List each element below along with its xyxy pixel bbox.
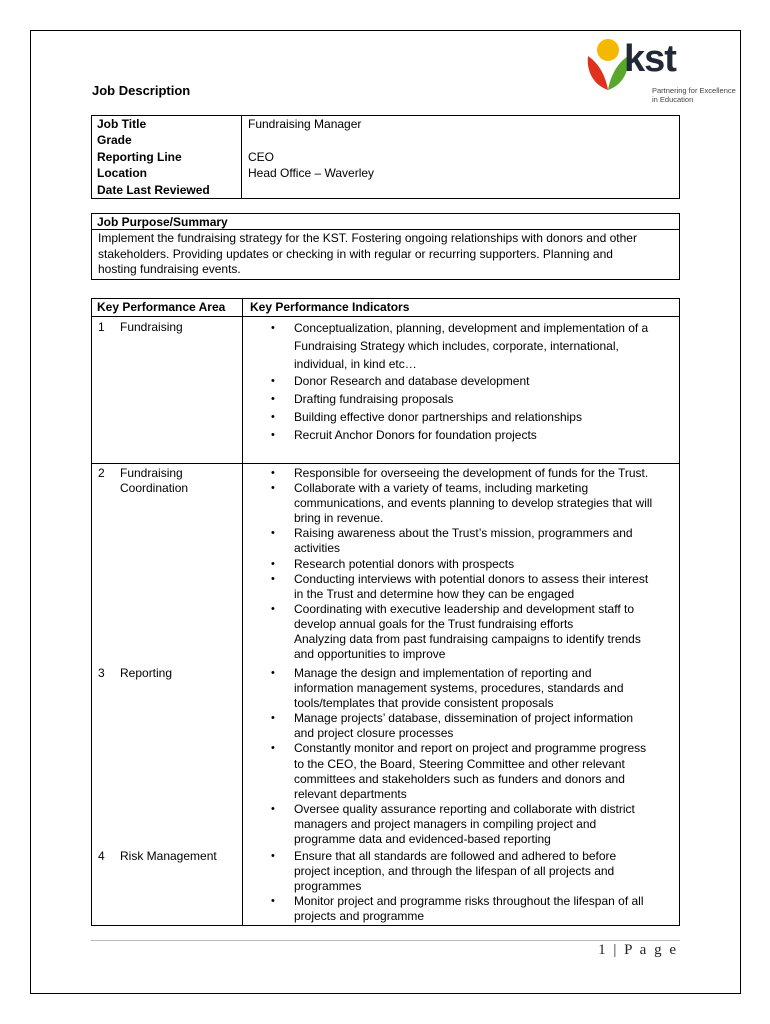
info-value bbox=[242, 132, 679, 148]
kpi-line: Analyzing data from past fundraising campaigns to identify trends bbox=[294, 632, 641, 647]
kpa-number: 3 bbox=[98, 666, 105, 680]
kpi-line: Drafting fundraising proposals bbox=[294, 392, 454, 407]
footer-rule bbox=[91, 940, 680, 941]
kpi-line: Coordinating with executive leadership and development staff to bbox=[294, 601, 634, 616]
purpose-heading: Job Purpose/Summary bbox=[92, 214, 679, 230]
kpi-line: bring in revenue. bbox=[294, 511, 384, 526]
bullet-icon: • bbox=[271, 527, 275, 540]
kpi-line: information management systems, procedures, standards and bbox=[294, 681, 624, 696]
bullet-icon: • bbox=[271, 602, 275, 615]
kpi-line: Conceptualization, planning, development and implementation of a bbox=[294, 321, 649, 335]
kpa-number: 4 bbox=[98, 849, 105, 863]
kpa-row-reporting bbox=[92, 664, 679, 847]
kpi-line: communications, and events planning to develop strategies that will bbox=[294, 496, 653, 511]
kpi-item bbox=[252, 320, 677, 373]
kpi-item bbox=[252, 373, 677, 391]
info-row bbox=[92, 149, 679, 165]
kpi-line: Constantly monitor and report on project and programme progress bbox=[294, 741, 647, 756]
info-value bbox=[242, 182, 679, 198]
logo-tagline: Partnering for Excellence in Education bbox=[652, 86, 736, 104]
purpose-line: hosting fundraising events. bbox=[98, 262, 241, 276]
kst-logo bbox=[584, 36, 744, 108]
purpose-line: Implement the fundraising strategy for the KST. Fostering ongoing relationships with donors and other bbox=[98, 231, 637, 245]
document-title: Job Description bbox=[92, 83, 191, 98]
kpa-header-area: Key Performance Area bbox=[97, 300, 226, 314]
kpi-list bbox=[252, 320, 677, 445]
bullet-icon: • bbox=[271, 375, 275, 388]
bullet-icon: • bbox=[271, 895, 275, 908]
page-separator: | bbox=[613, 942, 619, 958]
kpa-area-name: Fundraising bbox=[120, 320, 183, 334]
info-value: Head Office – Waverley bbox=[248, 166, 375, 181]
info-row bbox=[92, 165, 679, 181]
kpi-line: projects and programme bbox=[294, 909, 425, 924]
kpi-line: project inception, and through the lifespan of all projects and bbox=[294, 864, 615, 879]
kpi-item bbox=[252, 741, 677, 801]
info-row bbox=[92, 182, 679, 198]
kpi-line: relevant departments bbox=[294, 786, 407, 801]
kpa-row-fundraising bbox=[92, 318, 679, 464]
kpi-line: programme data and evidenced-based reporting bbox=[294, 832, 551, 847]
info-label: Location bbox=[92, 165, 242, 181]
bullet-icon: • bbox=[271, 742, 275, 755]
kpi-list bbox=[252, 849, 677, 924]
bullet-icon: • bbox=[271, 712, 275, 725]
page-footer bbox=[598, 942, 678, 959]
kpi-line: Fundraising Strategy which includes, corporate, international, bbox=[294, 338, 619, 353]
kpa-number: 1 bbox=[98, 320, 105, 334]
kpi-line: programmes bbox=[294, 879, 362, 894]
kpi-line: Research potential donors with prospects bbox=[294, 556, 515, 571]
info-label: Date Last Reviewed bbox=[92, 182, 242, 198]
kpi-list bbox=[252, 666, 677, 847]
kpi-item bbox=[252, 557, 677, 572]
info-label: Job Title bbox=[92, 116, 242, 132]
kpi-line: Manage projects’ database, dissemination of project information bbox=[294, 711, 634, 726]
kpi-item bbox=[252, 427, 677, 445]
kpi-item bbox=[252, 666, 677, 711]
kpi-line: Collaborate with a variety of teams, including marketing bbox=[294, 481, 589, 496]
bullet-icon: • bbox=[271, 410, 275, 423]
purpose-line: stakeholders. Providing updates or checking in with regular or recurring supporters. Planning and bbox=[98, 246, 613, 261]
kpi-line: activities bbox=[294, 541, 341, 556]
kpa-area-name: Reporting bbox=[120, 666, 173, 680]
bullet-icon: • bbox=[271, 322, 275, 334]
bullet-icon: • bbox=[271, 572, 275, 585]
kpi-item bbox=[252, 849, 677, 894]
kpi-line: tools/templates that provide consistent proposals bbox=[294, 696, 554, 711]
bullet-icon: • bbox=[271, 482, 275, 495]
kpi-line: Recruit Anchor Donors for foundation projects bbox=[294, 427, 537, 442]
kpi-line: Responsible for overseeing the development of funds for the Trust. bbox=[294, 466, 649, 480]
kpi-item bbox=[252, 602, 677, 632]
info-row bbox=[92, 116, 679, 132]
kpi-item bbox=[252, 572, 677, 602]
page-word: P a g e bbox=[624, 942, 678, 958]
bullet-icon: • bbox=[271, 850, 275, 862]
kpi-item bbox=[252, 526, 677, 556]
kpi-item bbox=[252, 802, 677, 847]
kpi-item bbox=[252, 409, 677, 427]
kpi-line: Building effective donor partnerships and relationships bbox=[294, 409, 582, 424]
kpi-line: and project closure processes bbox=[294, 726, 454, 741]
kpi-line: Oversee quality assurance reporting and collaborate with district bbox=[294, 801, 635, 816]
info-value: CEO bbox=[248, 149, 275, 164]
kpi-line: individual, in kind etc… bbox=[294, 356, 417, 371]
bullet-icon: • bbox=[271, 467, 275, 479]
kpi-line: develop annual goals for the Trust fundraising efforts bbox=[294, 616, 574, 631]
kpa-row-risk-management bbox=[92, 847, 679, 925]
kpi-line: Raising awareness about the Trust’s mission, programmers and bbox=[294, 526, 633, 541]
info-label: Reporting Line bbox=[92, 149, 242, 165]
kpi-line: in the Trust and determine how they can be engaged bbox=[294, 586, 575, 601]
logo-wordmark: kst bbox=[624, 38, 676, 80]
job-purpose-box bbox=[91, 213, 680, 280]
kpi-item bbox=[252, 894, 677, 924]
kpa-row-fundraising-coordination bbox=[92, 464, 679, 664]
kpa-number: 2 bbox=[98, 466, 105, 480]
bullet-icon: • bbox=[271, 667, 275, 679]
info-row bbox=[92, 132, 679, 148]
job-info-table bbox=[91, 115, 680, 199]
bullet-icon: • bbox=[271, 393, 275, 406]
kpi-item bbox=[252, 632, 677, 662]
kpa-area-name: Risk Management bbox=[120, 849, 217, 863]
bullet-icon: • bbox=[271, 428, 275, 441]
kpi-line: Donor Research and database development bbox=[294, 374, 530, 389]
kpi-line: Conducting interviews with potential donors to assess their interest bbox=[294, 571, 649, 586]
kpa-table bbox=[91, 298, 680, 926]
kpi-item bbox=[252, 466, 677, 481]
kpa-area-name: Fundraising Coordination bbox=[120, 466, 189, 495]
info-label: Grade bbox=[92, 132, 242, 148]
kpi-list bbox=[252, 466, 677, 662]
kpi-item bbox=[252, 711, 677, 741]
kpi-line: Monitor project and programme risks throughout the lifespan of all bbox=[294, 894, 644, 909]
kpi-line: to the CEO, the Board, Steering Committee and other relevant bbox=[294, 756, 625, 771]
kpa-header-row bbox=[92, 299, 679, 317]
kpi-line: Manage the design and implementation of reporting and bbox=[294, 666, 592, 680]
kpi-line: committees and stakeholders such as funders and donors and bbox=[294, 771, 625, 786]
purpose-text bbox=[92, 230, 679, 278]
bullet-icon: • bbox=[271, 802, 275, 815]
kpi-line: and opportunities to improve bbox=[294, 647, 446, 662]
page-number: 1 bbox=[598, 942, 608, 958]
info-value: Fundraising Manager bbox=[248, 117, 362, 131]
bullet-icon: • bbox=[271, 557, 275, 570]
kpi-item bbox=[252, 391, 677, 409]
kpi-item bbox=[252, 481, 677, 526]
kpa-header-indicators: Key Performance Indicators bbox=[250, 300, 410, 314]
kpi-line: Ensure that all standards are followed and adhered to before bbox=[294, 849, 617, 863]
kpi-line: managers and project managers in compiling project and bbox=[294, 816, 597, 831]
